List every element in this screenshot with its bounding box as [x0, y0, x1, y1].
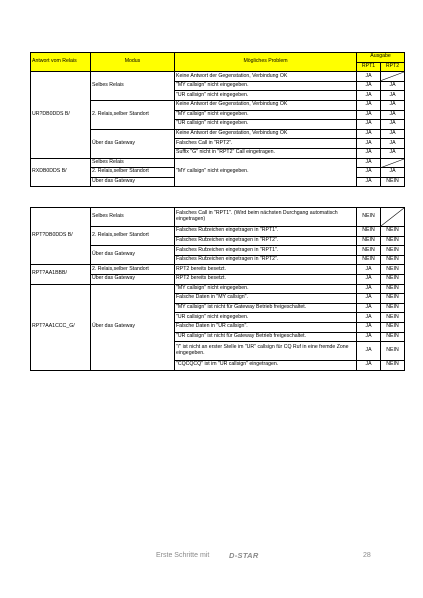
rpt1-cell: NEIN	[357, 255, 381, 265]
rpt1-cell: JA	[357, 120, 381, 130]
diagonal-empty-cell	[381, 158, 405, 168]
header-row	[31, 53, 405, 63]
response-label: RXDB0DDS B/	[31, 158, 91, 187]
footer-text: Erste Schritte mit	[156, 552, 210, 559]
header-problem: Mögliches Problem	[175, 53, 357, 72]
rpt1-cell: JA	[357, 284, 381, 294]
table-row	[31, 208, 405, 227]
problem-cell: Falsche Daten in "UR callsign".	[175, 322, 357, 332]
response-table-1	[30, 52, 405, 187]
rpt2-cell: NEIN	[381, 177, 405, 187]
rpt1-cell: JA	[357, 72, 381, 82]
rpt1-cell: JA	[357, 110, 381, 120]
rpt2-cell: NEIN	[381, 294, 405, 304]
problem-cell: RPT2 bereits besetzt.	[175, 265, 357, 275]
rpt1-cell: JA	[357, 332, 381, 342]
header-modus: Modus	[91, 53, 175, 72]
problem-cell: Falsches Call in "RPT2".	[175, 139, 357, 149]
rpt1-cell: JA	[357, 265, 381, 275]
problem-cell: "MY callsign" nicht eingegeben.	[175, 158, 357, 187]
rpt1-cell: NEIN	[357, 246, 381, 256]
header-rpt2: RPT2	[381, 62, 405, 72]
response-label: RPT?DB0DDS B/	[31, 208, 91, 265]
rpt1-cell: JA	[357, 177, 381, 187]
problem-cell: Falsches Rufzeichen eingetragen in "RPT1".	[175, 227, 357, 237]
rpt1-cell: NEIN	[357, 208, 381, 227]
modus-cell: 2. Relais,selber Standort	[91, 168, 175, 178]
modus-cell: Über das Gateway	[91, 129, 175, 158]
rpt1-cell: JA	[357, 129, 381, 139]
rpt1-cell: JA	[357, 322, 381, 332]
header-rpt1: RPT1	[357, 62, 381, 72]
table-row	[31, 158, 405, 168]
rpt1-cell: JA	[357, 313, 381, 323]
problem-cell: Falsches Rufzeichen eingetragen in "RPT2".	[175, 236, 357, 246]
table-row	[31, 265, 405, 275]
rpt2-cell: NEIN	[381, 227, 405, 237]
rpt2-cell: NEIN	[381, 246, 405, 256]
rpt1-cell: JA	[357, 81, 381, 91]
modus-cell: 2. Relais,selber Standort	[91, 100, 175, 129]
rpt2-cell: NEIN	[381, 255, 405, 265]
rpt2-cell: JA	[381, 110, 405, 120]
modus-cell: Über das Gateway	[91, 274, 175, 284]
header-antwort: Antwort vom Relais	[31, 53, 91, 72]
rpt2-cell: NEIN	[381, 332, 405, 342]
rpt2-cell: NEIN	[381, 361, 405, 371]
diagonal-empty-cell	[381, 72, 405, 82]
rpt2-cell: JA	[381, 81, 405, 91]
rpt1-cell: JA	[357, 274, 381, 284]
rpt2-cell: JA	[381, 100, 405, 110]
modus-cell: Über das Gateway	[91, 246, 175, 265]
page-number: 28	[363, 552, 371, 559]
diagonal-empty-cell	[381, 208, 405, 227]
rpt1-cell: NEIN	[357, 236, 381, 246]
dstar-logo: D-STAR	[229, 551, 259, 560]
table-row	[31, 284, 405, 294]
response-table-2	[30, 207, 405, 371]
rpt2-cell: NEIN	[381, 274, 405, 284]
rpt2-cell: JA	[381, 91, 405, 101]
problem-cell: Keine Antwort der Gegenstation, Verbindung OK	[175, 129, 357, 139]
problem-cell: "UR callsign" ist nicht für Gateway Betrieb freigeschaltet.	[175, 332, 357, 342]
problem-cell: "/" ist nicht an erster Stelle im "UR" callsign für CQ Ruf in eine fremde Zone eingegeben.	[175, 342, 357, 361]
rpt2-cell: NEIN	[381, 342, 405, 361]
rpt2-cell: JA	[381, 148, 405, 158]
rpt1-cell: JA	[357, 342, 381, 361]
rpt2-cell: NEIN	[381, 303, 405, 313]
modus-cell: Über das Gateway	[91, 177, 175, 187]
rpt2-cell: NEIN	[381, 284, 405, 294]
problem-cell: "CQCQCQ" ist im "UR callsign" eingetragen.	[175, 361, 357, 371]
modus-cell: Selbes Relais	[91, 158, 175, 168]
problem-cell: "UR callsign" nicht eingegeben.	[175, 91, 357, 101]
rpt1-cell: JA	[357, 139, 381, 149]
rpt1-cell: JA	[357, 168, 381, 178]
rpt1-cell: JA	[357, 91, 381, 101]
problem-cell: Suffix "G" nicht in "RPT2" Call eingetragen.	[175, 148, 357, 158]
table-row	[31, 72, 405, 82]
problem-cell: "MY callsign" nicht eingegeben.	[175, 284, 357, 294]
modus-cell: 2. Relais,selber Standort	[91, 227, 175, 246]
response-label: RPT?AA1CCC_G/	[31, 284, 91, 370]
rpt2-cell: NEIN	[381, 313, 405, 323]
problem-cell: RPT2 bereits besetzt.	[175, 274, 357, 284]
problem-cell: Falsches Rufzeichen eingetragen in "RPT2".	[175, 255, 357, 265]
rpt2-cell: JA	[381, 120, 405, 130]
problem-cell: "MY callsign" nicht eingegeben.	[175, 110, 357, 120]
modus-cell: Über das Gateway	[91, 284, 175, 370]
modus-cell: Selbes Relais	[91, 72, 175, 101]
modus-cell: Selbes Relais	[91, 208, 175, 227]
rpt2-cell: JA	[381, 168, 405, 178]
rpt2-cell: JA	[381, 129, 405, 139]
problem-cell: "MY callsign" ist nicht für Gateway Betrieb freigeschaltet.	[175, 303, 357, 313]
header-ausgabe: Ausgabe	[357, 53, 405, 63]
rpt2-cell: NEIN	[381, 236, 405, 246]
rpt1-cell: JA	[357, 294, 381, 304]
rpt2-cell: NEIN	[381, 322, 405, 332]
problem-cell: Falsches Call in "RPT1". (Wird beim nächsten Durchgang automatisch eingetragen)	[175, 208, 357, 227]
problem-cell: Falsche Daten in "MY callsign".	[175, 294, 357, 304]
problem-cell: Falsches Rufzeichen eingetragen in "RPT1".	[175, 246, 357, 256]
rpt1-cell: JA	[357, 361, 381, 371]
response-label: UR?DB0DDS B/	[31, 72, 91, 158]
rpt2-cell: JA	[381, 139, 405, 149]
problem-cell: "UR callsign" nicht eingegeben.	[175, 120, 357, 130]
rpt1-cell: JA	[357, 148, 381, 158]
rpt1-cell: JA	[357, 303, 381, 313]
problem-cell: "UR callsign" nicht eingegeben.	[175, 313, 357, 323]
response-label: RPT?AA1BBB/	[31, 265, 91, 284]
problem-cell: Keine Antwort der Gegenstation, Verbindung OK	[175, 100, 357, 110]
problem-cell: Keine Antwort der Gegenstation, Verbindung OK	[175, 72, 357, 82]
rpt2-cell: NEIN	[381, 265, 405, 275]
rpt1-cell: JA	[357, 100, 381, 110]
rpt1-cell: NEIN	[357, 227, 381, 237]
modus-cell: 2. Relais,selber Standort	[91, 265, 175, 275]
rpt1-cell: JA	[357, 158, 381, 168]
problem-cell: "MY callsign" nicht eingegeben.	[175, 81, 357, 91]
